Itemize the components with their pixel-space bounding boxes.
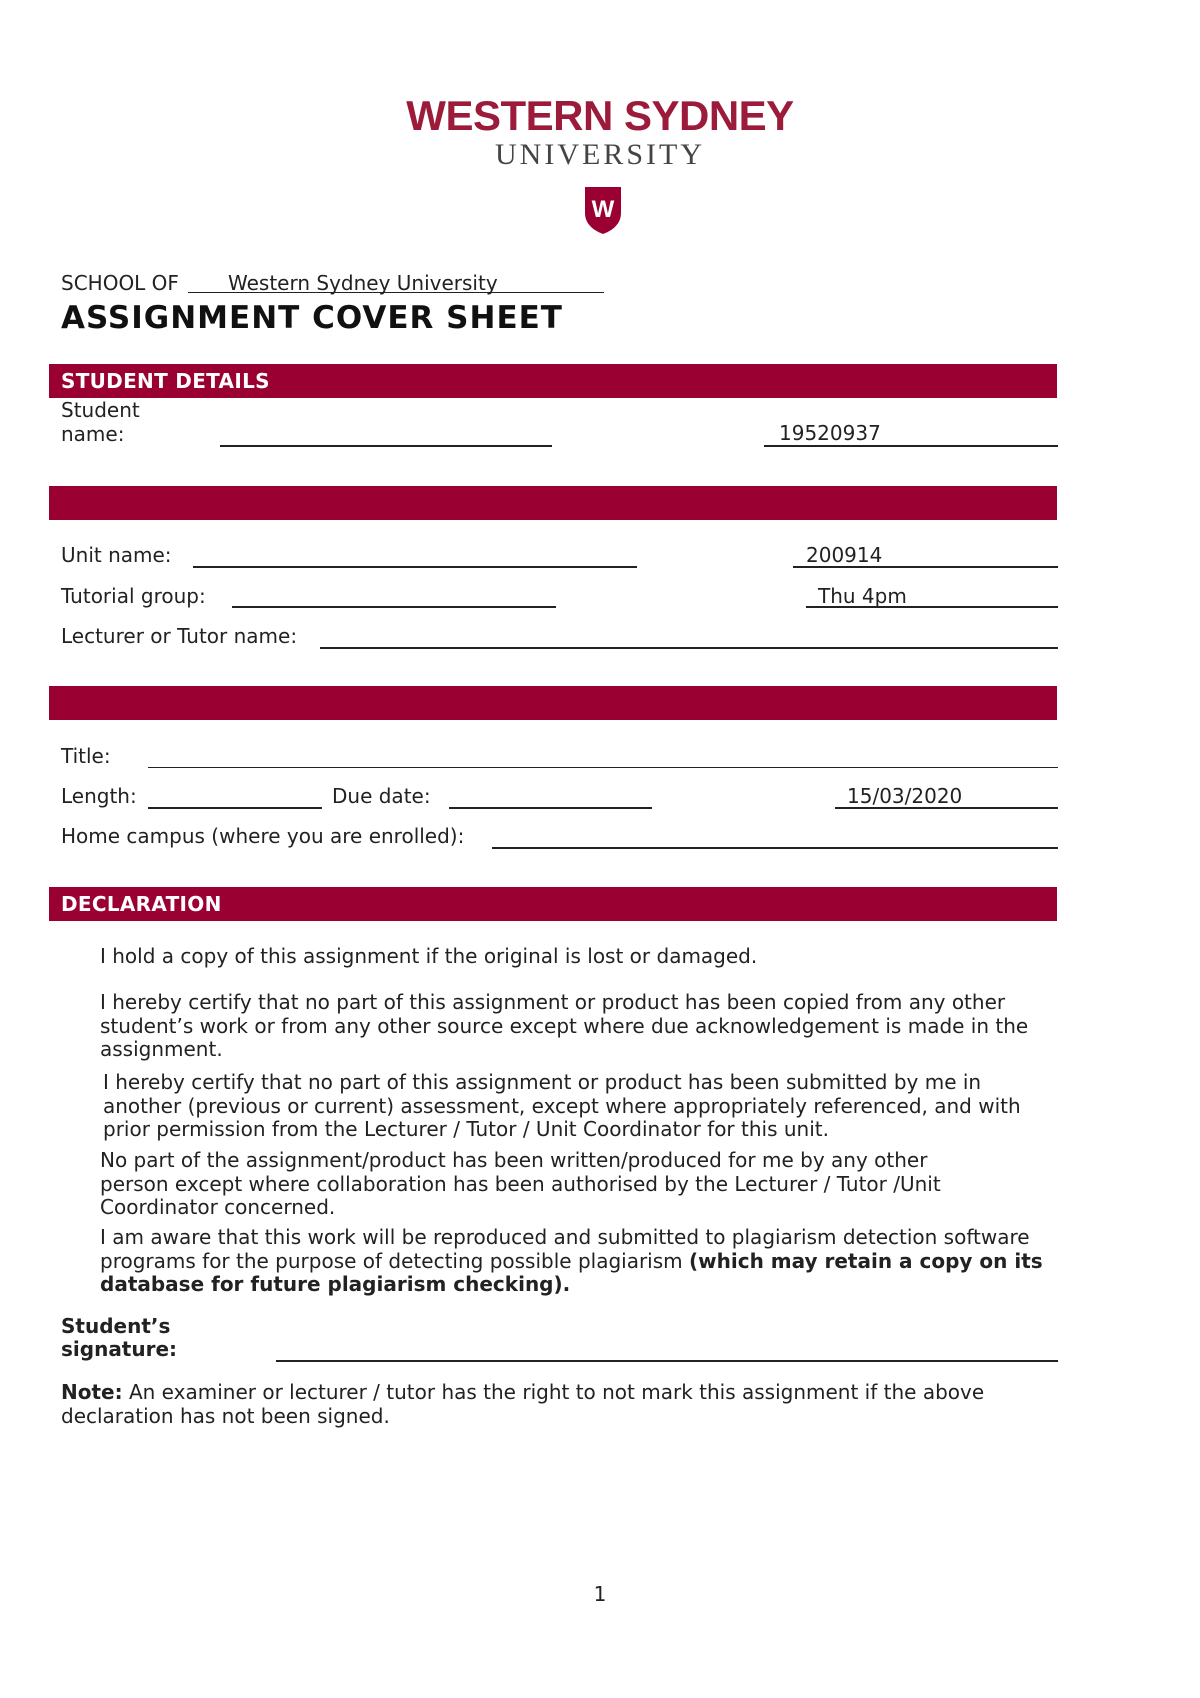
student-number-field[interactable] <box>764 445 1058 447</box>
student-details-header: STUDENT DETAILS <box>49 364 1057 398</box>
declaration-paragraph-2: I hereby certify that no part of this assignment or product has been copied from any other student’s work or from any other source except where due acknowledgement is made in the assignment. <box>100 990 1029 1061</box>
unit-name-field[interactable] <box>193 566 637 568</box>
unit-details-header <box>49 486 1057 520</box>
lecturer-label: Lecturer or Tutor name: <box>61 624 298 648</box>
logo-wordmark: WESTERN SYDNEY <box>406 92 794 139</box>
declaration-paragraph-5-bold: (which may retain a copy on its database for future plagiarism checking). <box>100 1248 1043 1296</box>
lecturer-field[interactable] <box>320 647 1058 649</box>
date-value[interactable]: 15/03/2020 <box>847 784 963 808</box>
tutorial-group-field[interactable] <box>232 606 556 608</box>
date-field[interactable] <box>835 807 1058 809</box>
unit-code-value[interactable]: 200914 <box>806 543 883 567</box>
logo-subtitle: UNIVERSITY <box>495 138 705 171</box>
due-date-label: Due date: <box>332 784 431 808</box>
page-title: ASSIGNMENT COVER SHEET <box>61 300 563 336</box>
note-paragraph <box>61 1381 1021 1428</box>
length-field[interactable] <box>148 807 322 809</box>
declaration-paragraph-5-text: I am aware that this work will be reproduced and submitted to plagiarism detection software programs for the purpose of detecting possible plagiarism <box>100 1225 1030 1273</box>
title-label: Title: <box>61 744 111 768</box>
note-text: An examiner or lecturer / tutor has the right to not mark this assignment if the above declaration has not been signed. <box>61 1380 985 1428</box>
assignment-details-header <box>49 686 1057 720</box>
university-shield-icon <box>583 185 623 235</box>
declaration-header: DECLARATION <box>49 887 1057 921</box>
unit-code-field[interactable] <box>793 566 1058 568</box>
page-number: 1 <box>593 1582 607 1606</box>
school-label: SCHOOL OF <box>61 271 179 295</box>
declaration-paragraph-3: I hereby certify that no part of this assignment or product has been submitted by me in another (previous or current) assessment, except where appropriately referenced, and with prior permission from the Lecturer / Tutor / Unit Coordinator for this unit. <box>103 1070 1021 1141</box>
tutorial-day-field[interactable] <box>806 606 1058 608</box>
due-date-field[interactable] <box>449 807 652 809</box>
note-label: Note: <box>61 1380 123 1404</box>
student-number-value[interactable]: 19520937 <box>779 421 881 445</box>
tutorial-day-value[interactable]: Thu 4pm <box>818 584 907 608</box>
student-name-label-2: name: <box>61 422 125 446</box>
signature-field[interactable] <box>276 1360 1058 1362</box>
student-name-label-1: Student <box>61 398 140 422</box>
declaration-paragraph-5 <box>100 1226 1060 1297</box>
student-name-field[interactable] <box>220 445 552 447</box>
signature-label-2: signature: <box>61 1337 178 1361</box>
shield-letter: W <box>591 196 615 223</box>
tutorial-group-label: Tutorial group: <box>61 584 206 608</box>
signature-label-1: Student’s <box>61 1314 171 1338</box>
school-value[interactable]: Western Sydney University <box>228 271 498 295</box>
home-campus-field[interactable] <box>492 847 1058 849</box>
unit-name-label: Unit name: <box>61 543 172 567</box>
length-label: Length: <box>61 784 137 808</box>
home-campus-label: Home campus (where you are enrolled): <box>61 824 465 848</box>
declaration-paragraph-4: No part of the assignment/product has been written/produced for me by any other person except where collaboration has been authorised by the Lecturer / Tutor /Unit Coordinator concerned. <box>100 1148 941 1219</box>
title-field[interactable] <box>148 767 1058 768</box>
declaration-paragraph-1: I hold a copy of this assignment if the original is lost or damaged. <box>100 944 758 968</box>
